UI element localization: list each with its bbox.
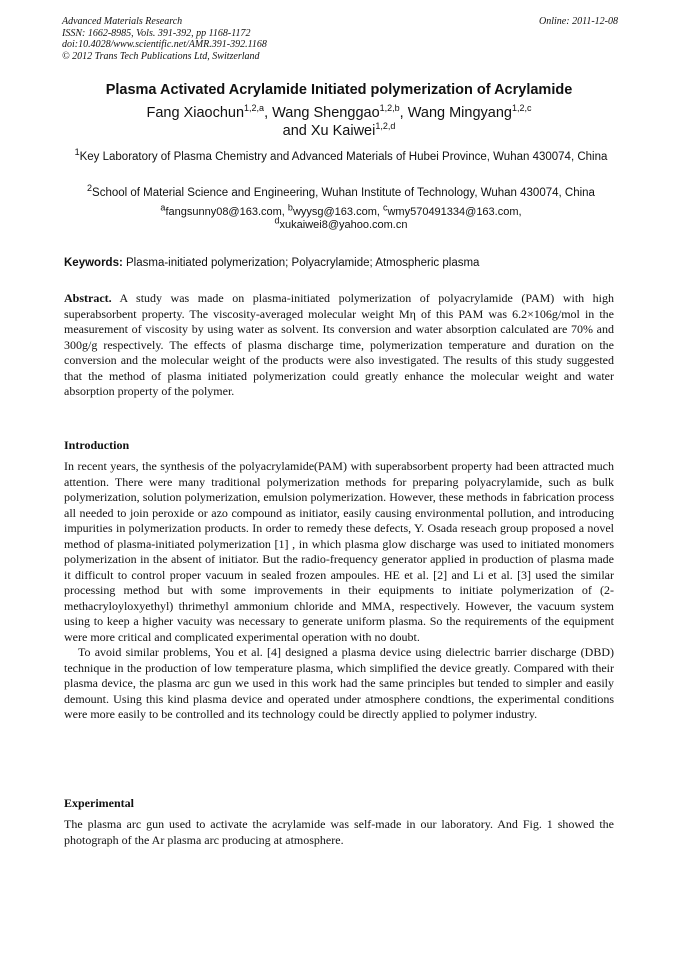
issn-line: ISSN: 1662-8985, Vols. 391-392, pp 1168-1172 [62,27,251,39]
affiliation-text: Key Laboratory of Plasma Chemistry and Advanced Materials of Hubei Province, Wuhan 430074, China [79,151,608,163]
keywords [64,257,479,269]
introduction-heading: Introduction [64,438,130,452]
author-name: Wang Shenggao [272,105,380,121]
email-address: fangsunny08@163.com, [165,206,285,218]
affiliation-text: School of Material Science and Engineering, Wuhan Institute of Technology, Wuhan 430074, China [92,187,595,199]
online-date: Online: 2011-12-08 [539,16,618,27]
email-address: wmy570491334@163.com, [387,206,522,218]
experimental-body [64,817,614,848]
author-affil-mark: 1,2,d [375,121,396,132]
author-affil-mark: 1,2,a [244,103,265,114]
keywords-label: Keywords: [64,257,123,269]
abstract-label: Abstract. [64,291,112,305]
affiliation-mark: 1 [74,147,80,158]
email-address: xukaiwei8@yahoo.com.cn [279,219,408,231]
introduction-body [64,459,614,723]
experimental-heading: Experimental [64,796,134,810]
author-affil-mark: 1,2,b [379,103,400,114]
paragraph: In recent years, the synthesis of the polyacrylamide(PAM) with superabsorbent property had been attracted much attention. There were many traditional polymerization methods for preparing polyacrylamide, such as bulk polymerization, solution polymerization, emulsion polymerization. However, these methods in fabrication process all needed to join peroxide or azo compound as initiator, easily causing environmental pollution, and introducing impurities in polymerization products. In order to remedy these defects, Y. Osada reseach group proposed a novel method of plasma-initiated polymerization [1] , in which plasma glow discharge was used to initiated monomers polymerization in the absent of initiator. But the radio-frequency generator applied in production of plasma made it difficult to control proper vacuum in sealed frozen ampoules. HE et al. [2] and Li et al. [3] used the similar processing method but with some improvements in their equipments to initiate polymerization of (2-methacryloyloxyethyl) thrimethyl ammonium chloride and MMA, respectively. However, the vacuum system using to keep a higher vacuity was necessary to generate uniform plasma. So the requirements of the equipment were more critical and complicated experimental operation with no doubt. [64,459,614,644]
paragraph: To avoid similar problems, You et al. [4] designed a plasma device using dielectric barrier discharge (DBD) technique in the production of low temperature plasma, which simplified the device greatly. Compared with their plasma device, the plasma arc gun we used in this work had the same principles but tended to simpler and easily demount. Using this kind plasma device and operated under atmosphere condtions, the experimental conditions were more easily to be controlled and its technology could be directly applied to polymer industry. [64,645,614,721]
author-name: Xu Kaiwei [310,123,376,139]
copyright-line: © 2012 Trans Tech Publications Ltd, Switzerland [62,50,260,62]
paper-title: Plasma Activated Acrylamide Initiated polymerization of Acrylamide [105,82,573,98]
affiliation-1 [64,147,618,165]
paragraph: The plasma arc gun used to activate the acrylamide was self-made in our laboratory. And Fig. 1 showed the photograph of the Ar plasma arc producing at atmosphere. [64,817,614,847]
author-conjunction: and [282,123,307,139]
page-header [62,16,618,62]
email-mark: b [287,202,293,213]
email-mark: d [274,215,280,226]
keywords-text: Plasma-initiated polymerization; Polyacrylamide; Atmospheric plasma [126,257,480,269]
email-address: wyysg@163.com, [292,206,380,218]
abstract-text: A study was made on plasma-initiated polymerization of polyacrylamide (PAM) with high superabsorbent property. The viscosity-averaged molecular weight Mη of this PAM was 6.2×106g/mol in the measurement of viscosity by using water as solvent. Its conversion and water absorption calculated are 70% and 300g/g respectively. The effects of plasma discharge time, polymerization temperature and duration on the conversion and the molecular weight of the products were also investigated. The results of this study suggested that the method of plasma initiated polymerization could greatly enhance the molecular weight and water absorption property of the polymer. [64,291,614,398]
email-mark: a [160,202,166,213]
author-affil-mark: 1,2,c [511,103,532,114]
author-name: Wang Mingyang [407,105,512,121]
author-list: Fang Xiaochun$^{1,2,a}$, Wang Shenggao$^{1,2,b}$, Wang Mingyang$^{1,2,c}$ and Xu Kaiwei$^{1,2,d}$ [146,103,532,139]
doi-line: doi:10.4028/www.scientific.net/AMR.391-392.1168 [62,39,267,50]
affiliation-mark: 2 [87,183,93,194]
author-name: Fang Xiaochun [146,105,245,121]
journal-name: Advanced Materials Research [62,16,183,27]
email-list [64,202,618,232]
email-mark: c [382,202,388,213]
abstract [64,291,614,400]
affiliation-2 [64,183,618,201]
